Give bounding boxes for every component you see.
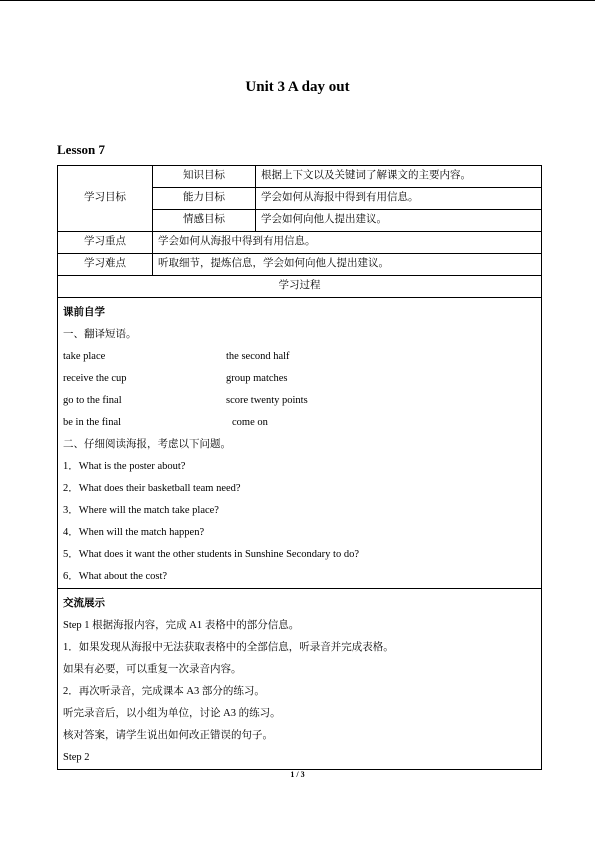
question-item: 3．Where will the match take place? (63, 505, 219, 516)
exchange-line: 2．再次听录音，完成课本 A3 部分的练习。 (63, 686, 265, 697)
exchange-section (58, 589, 542, 770)
task-2-instruction: 二、仔细阅读海报，考虑以下问题。 (63, 439, 231, 450)
exchange-section-row (58, 589, 542, 770)
question-item: 1．What is the poster about? (63, 461, 186, 472)
phrase-right: score twenty points (226, 395, 308, 406)
phrase-right: come on (232, 417, 268, 428)
phrase-left: go to the final (63, 395, 122, 406)
key-point-label: 学习重点 (58, 232, 153, 254)
document-title: Unit 3 A day out (245, 79, 350, 95)
phrase-left: take place (63, 351, 106, 362)
objective-content: 根据上下文以及关键词了解课文的主要内容。 (256, 166, 542, 188)
process-header: 学习过程 (58, 276, 542, 298)
exchange-line: 听完录音后，以小组为单位，讨论 A3 的练习。 (63, 708, 281, 719)
key-point-content: 学会如何从海报中得到有用信息。 (153, 232, 542, 254)
phrase-row (63, 368, 536, 390)
exchange-line: Step 2 (63, 752, 90, 763)
phrase-row (63, 412, 536, 434)
objective-name: 能力目标 (153, 188, 256, 210)
objective-row (58, 166, 542, 188)
exchange-line: Step 1 根据海报内容，完成 A1 表格中的部分信息。 (63, 620, 300, 631)
page-number: 1 / 3 (290, 770, 305, 779)
question-item: 6．What about the cost? (63, 571, 168, 582)
lesson-plan-table (57, 165, 542, 770)
phrase-left: receive the cup (63, 373, 127, 384)
difficulty-label: 学习难点 (58, 254, 153, 276)
objective-name: 知识目标 (153, 166, 256, 188)
exchange-line: 核对答案，请学生说出如何改正错误的句子。 (63, 730, 273, 741)
difficulty-content: 听取细节，提炼信息，学会如何向他人提出建议。 (153, 254, 542, 276)
preview-heading: 课前自学 (63, 307, 105, 318)
phrase-right: group matches (226, 373, 288, 384)
preview-section-row (58, 298, 542, 589)
objective-content: 学会如何从海报中得到有用信息。 (256, 188, 542, 210)
exchange-heading: 交流展示 (63, 598, 105, 609)
question-item: 2．What does their basketball team need? (63, 483, 241, 494)
preview-section (58, 298, 542, 589)
objectives-label: 学习目标 (58, 166, 153, 232)
lesson-heading: Lesson 7 (57, 142, 106, 157)
question-item: 4．When will the match happen? (63, 527, 205, 538)
phrase-row (63, 390, 536, 412)
task-1-instruction: 一、翻译短语。 (63, 329, 137, 340)
phrase-left: be in the final (63, 417, 122, 428)
difficulty-row (58, 254, 542, 276)
process-header-row (58, 276, 542, 298)
page-top-rule (0, 0, 595, 1)
exchange-line: 如果有必要，可以重复一次录音内容。 (63, 664, 242, 675)
phrase-right: the second half (226, 351, 290, 362)
phrase-row (63, 346, 536, 368)
question-item: 5．What does it want the other students in Sunshine Secondary to do? (63, 549, 359, 560)
key-point-row (58, 232, 542, 254)
objective-content: 学会如何向他人提出建议。 (256, 210, 542, 232)
exchange-line: 1．如果发现从海报中无法获取表格中的全部信息，听录音并完成表格。 (63, 642, 394, 653)
objective-name: 情感目标 (153, 210, 256, 232)
